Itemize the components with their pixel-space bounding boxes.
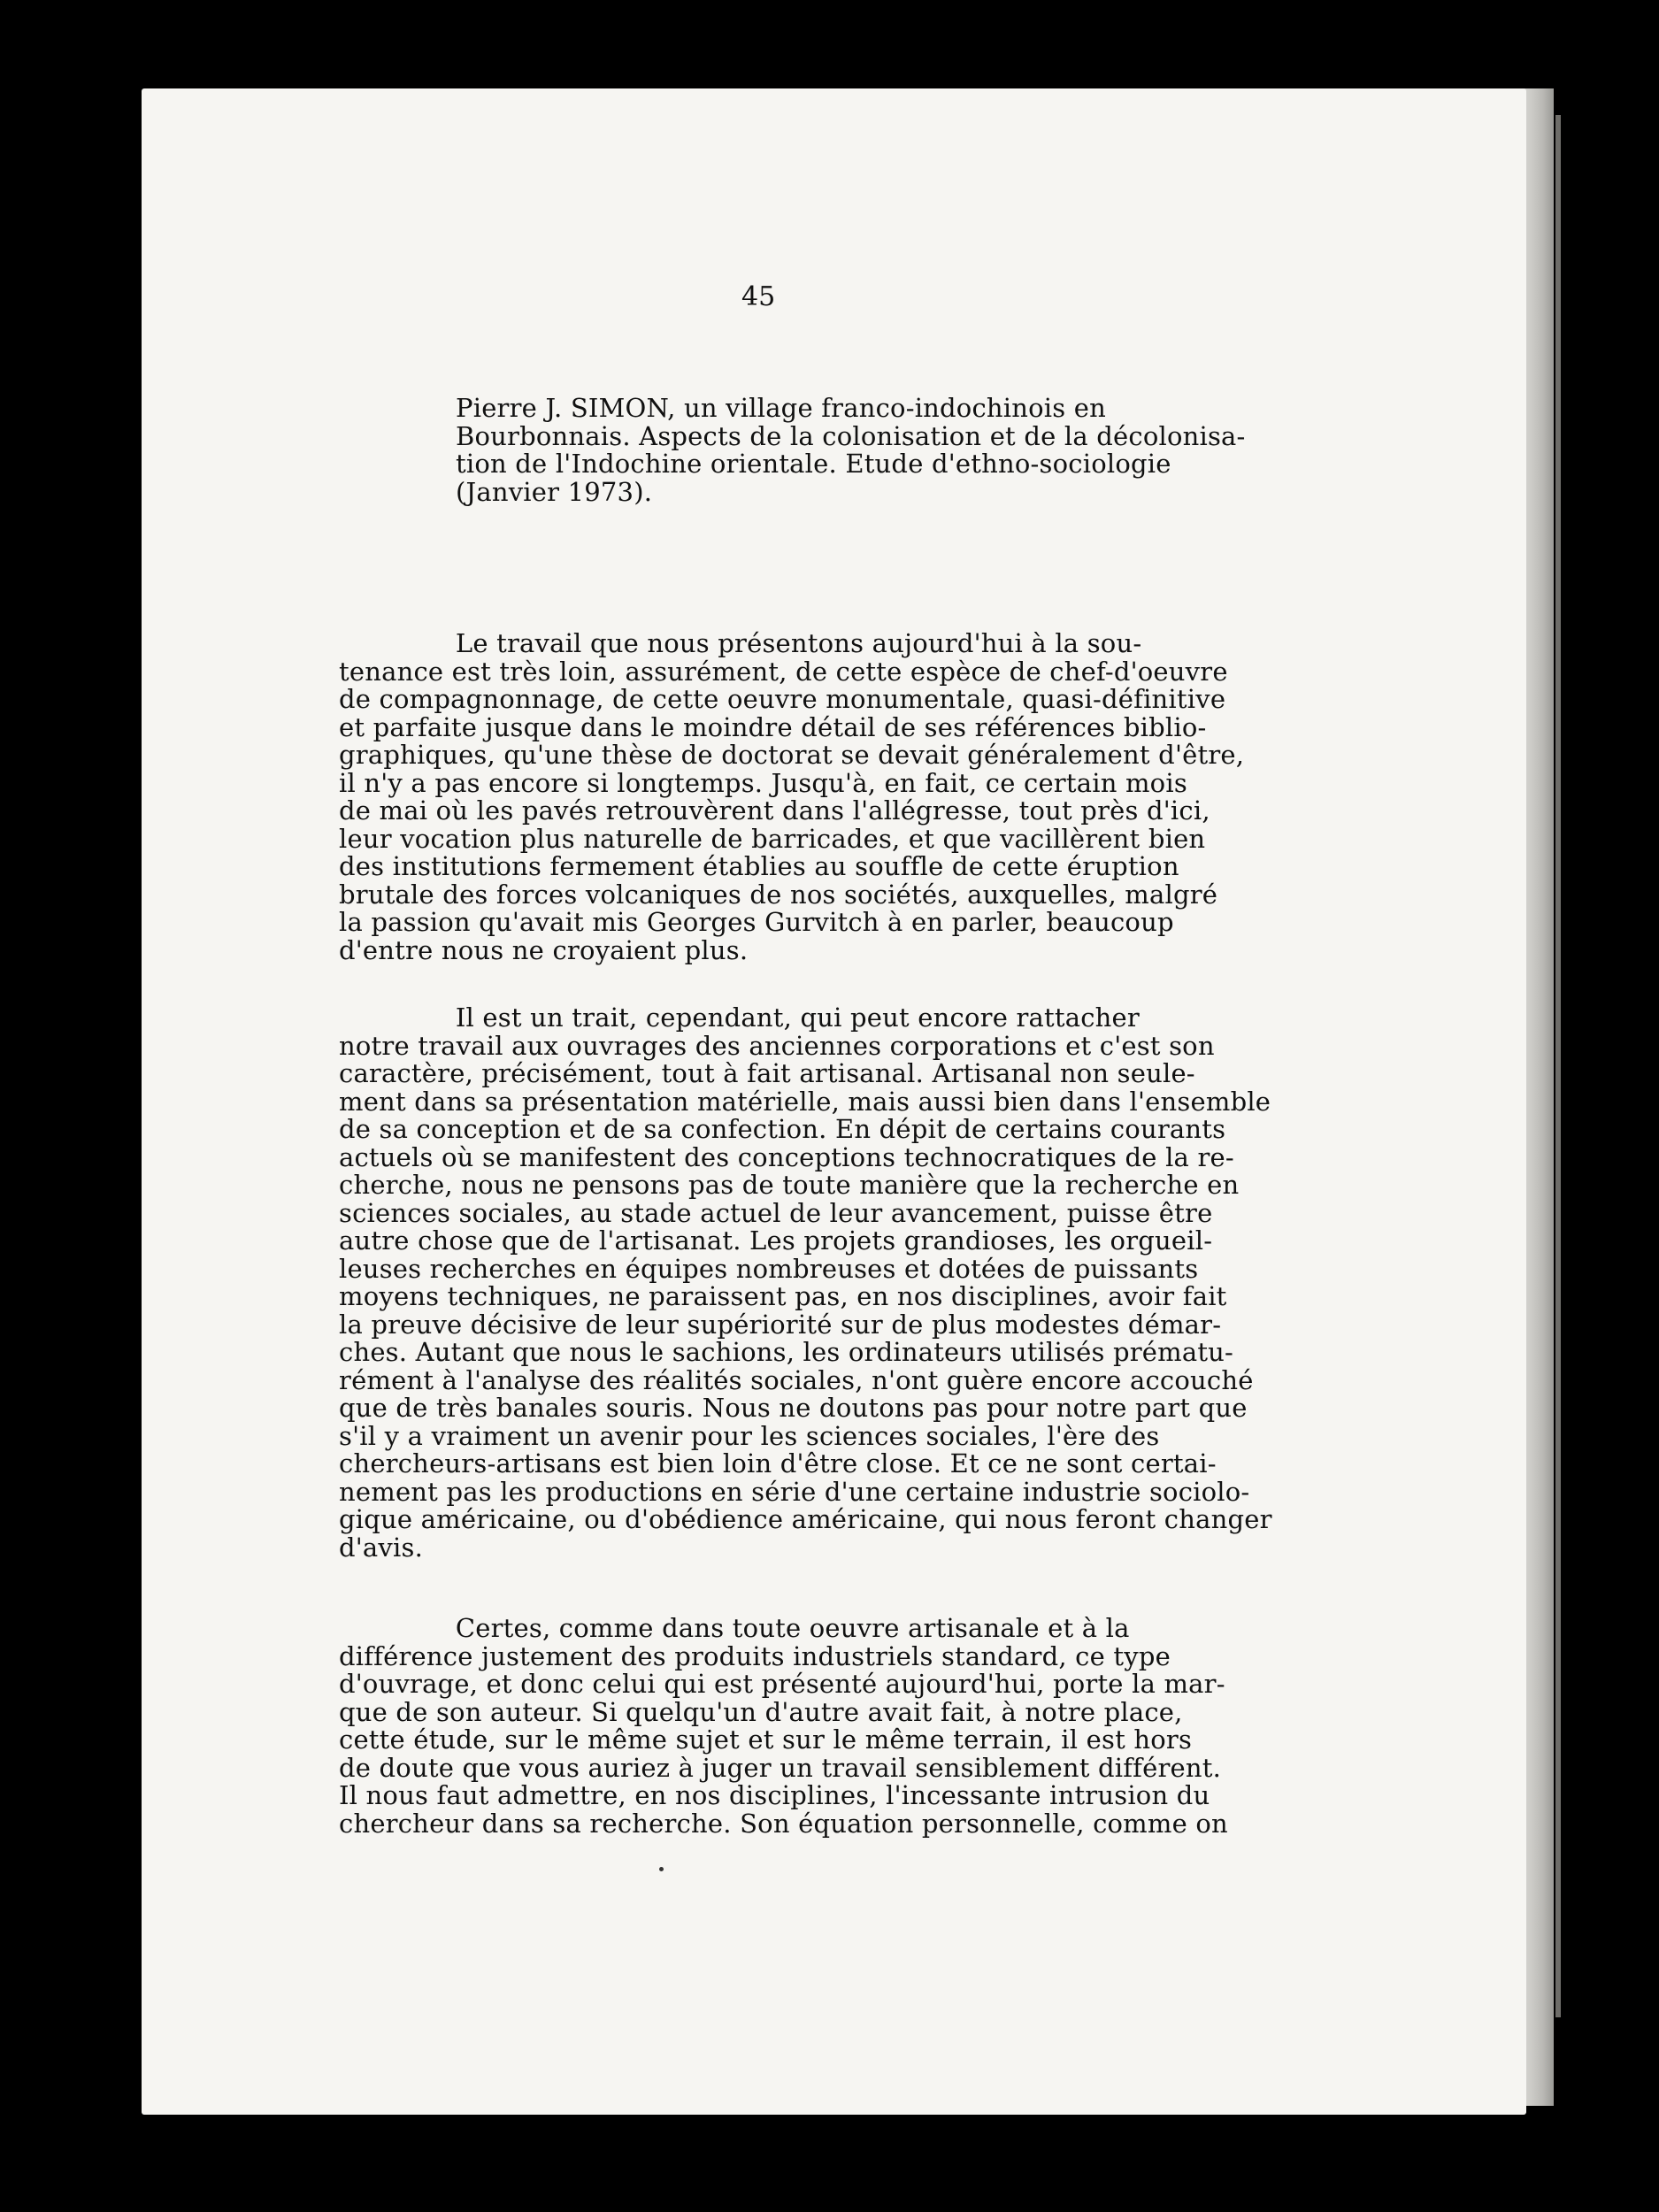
page-number: 45	[741, 281, 776, 312]
paragraph-2: Il est un trait, cependant, qui peut encore rattacher notre travail aux ouvrages des anciennes corporations et c'est son caractère, précisément, tout à fait artisanal. Artisanal non seule- ment dans sa présentation matérielle, mais aussi bien dans l'ensemble de sa conception et de sa confection. En dépit de certains courants actuels où se manifestent des conceptions technocratiques de la re- cherche, nous ne pensons pas de toute manière que la recherche en sciences sociales, au stade actuel de leur avancement, puisse être autre chose que de l'artisanat. Les projets grandioses, les orgueil- leuses recherches en équipes nombreuses et dotées de puissants moyens techniques, ne paraissent pas, en nos disciplines, avoir fait la preuve décisive de leur supériorité sur de plus modestes démar- ches. Autant que nous le sachions, les ordinateurs utilisés prématu- rément à l'analyse des réalités sociales, n'ont guère encore accouché que de très banales souris. Nous ne doutons pas pour notre part que s'il y a vraiment un avenir pour les sciences sociales, l'ère des chercheurs-artisans est bien loin d'être close. Et ce ne sont certai- nement pas les productions en série d'une certaine industrie sociolo- gique américaine, ou d'obédience américaine, qui nous feront changer d'avis.	[339, 1002, 1272, 1563]
paragraph-3: Certes, comme dans toute oeuvre artisanale et à la différence justement des produits industriels standard, ce type d'ouvrage, et donc celui qui est présenté aujourd'hui, porte la mar- que de son auteur. Si quelqu'un d'autre avait fait, à notre place, cette étude, sur le même sujet et sur le même terrain, il est hors de doute que vous auriez à juger un travail sensiblement différent. Il nous faut admettre, en nos disciplines, l'incessante intrusion du chercheur dans sa recherche. Son équation personnelle, comme on	[339, 1613, 1228, 1839]
ink-speck	[659, 1867, 664, 1871]
paragraph-1: Le travail que nous présentons aujourd'hui à la sou- tenance est très loin, assurément, de cette espèce de chef-d'oeuvre de compagnonnage, de cette oeuvre monumentale, quasi-définitive et parfaite jusque dans le moindre détail de ses références biblio- graphiques, qu'une thèse de doctorat se devait généralement d'être, il n'y a pas encore si longtemps. Jusqu'à, en fait, ce certain mois de mai où les pavés retrouvèrent dans l'allégresse, tout près d'ici, leur vocation plus naturelle de barricades, et que vacillèrent bien des institutions fermement établies au souffle de cette éruption brutale des forces volcaniques de nos sociétés, auxquelles, malgré la passion qu'avait mis Georges Gurvitch à en parler, beaucoup d'entre nous ne croyaient plus.	[339, 628, 1245, 965]
bibliographic-reference: Pierre J. SIMON, un village franco-indochinois en Bourbonnais. Aspects de la colonisation et de la décolonisa- tion de l'Indochine orientale. Etude d'ethno-sociologie (Janvier 1973).	[456, 393, 1246, 507]
